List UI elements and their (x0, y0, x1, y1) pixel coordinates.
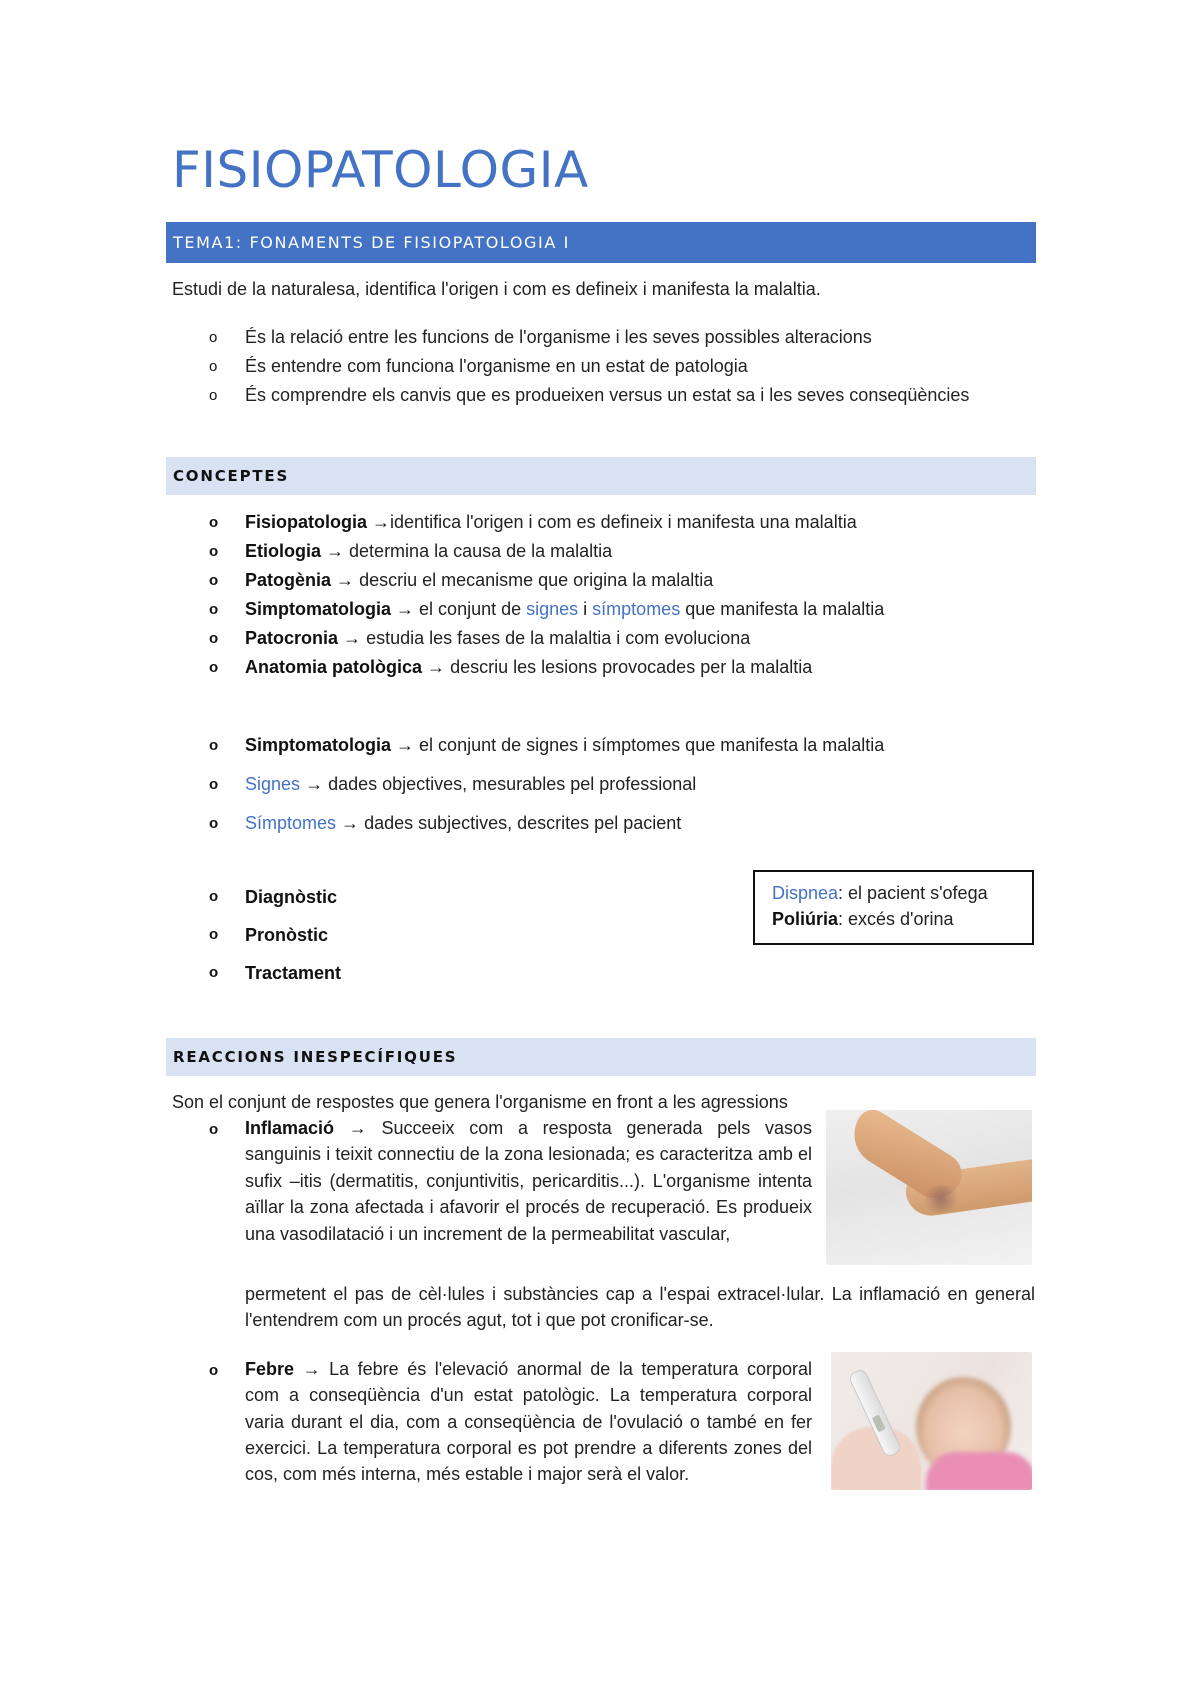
definitions-note-box (753, 870, 1034, 945)
bullet-icon: o (209, 737, 219, 754)
bullet-icon: o (209, 329, 218, 346)
reactions-intro: Son el conjunt de respostes que genera l'organisme en front a les agressions (172, 1092, 788, 1112)
arrow-right-icon: → (326, 541, 345, 561)
arrow-right-icon: → (341, 813, 360, 833)
list-item: o Anatomia patològica → descriu les lesions provocades per la malaltia (0, 653, 884, 682)
list-item: o Simptomatologia → el conjunt de signes i símptomes que manifesta la malaltia (0, 726, 884, 765)
swollen-ankle-image (826, 1110, 1032, 1265)
symptoms-list (0, 726, 884, 843)
document-page: FISIOPATOLOGIA TEMA1: FONAMENTS DE FISIOPATOLOGIA I Estudi de la naturalesa, identifica l'origen i com es defineix i manifesta la malaltia. o És la relació entre les funcions de l'organisme i les seves possibles alteracions o És entendre com funciona l'organisme en un estat de patologia o És comprendre els canvis que es produeixen versus un estat sa i les seves conseqüències CONCEPTES o Fisiopatologia →identifica l'origen i com es defineix i manifesta una malaltia o Etiologia → determina la causa de la malaltia o Patogènia → descriu el mecanisme que origina la malaltia o Simptomatologia → el conjunt de signes i símptomes que manifesta la malaltia o Patocronia → estudia les fases de la malaltia i com evoluciona o Anatomia patològica → descriu les lesions provocades per la malaltia o Simptomatologia → el conjunt de signes i símptomes que manifesta la malaltia o Signes → dades objectives, mesurables pel professional o Símptomes → dades subjectives, descrites pel pacient o Diagnòstic o Pronòstic o Tractament Dispnea: el pacient s'ofega Poliúria: excés d'orina REACCIONS INESPECÍFIQUES Son el conjunt de respostes que genera l'organisme en front a les agressions o Inflamació → Succeeix com a resposta generada pels vasos sanguinis i teixit connectiu de la zona lesionada; es caracteritza amb el sufix –itis (dermatitis, conjuntivitis, pericarditis...). L'organisme intenta aïllar la zona afectada i afavorir el procés de recuperació. Es produeix una vasodilatació i un increment de la permeabilitat vascular, permetent el pas de cèl·lules i substàncies cap a l'espai extracel·lular. La inflamació en general l'entendrem com un procés agut, tot i que pot cronificar-se. o Febre → La febre és l'elevació anormal de la temperatura corporal com a conseqüència d'un estat patològic. La temperatura corporal varia durant el dia, com a conseqüència de l'ovulació o també en fer exercici. La temperatura corporal es pot prendre a diferents zones del cos, com més interna, més estable i major serà el valor. (0, 0, 1200, 1698)
note-line-poliuria: Poliúria: excés d'orina (772, 909, 954, 929)
bullet-icon: o (209, 358, 218, 375)
list-item: o Patocronia → estudia les fases de la malaltia i com evoluciona (0, 624, 884, 653)
intro-list (0, 323, 1030, 409)
bullet-icon: o (209, 815, 219, 832)
arrow-right-icon: → (348, 1118, 367, 1138)
arrow-right-icon: → (396, 599, 415, 619)
bullet-icon: o (209, 543, 219, 560)
arrow-right-icon: → (427, 657, 446, 677)
page-title: FISIOPATOLOGIA (172, 141, 589, 199)
section-heading-concepts: CONCEPTES (166, 457, 1036, 495)
arrow-right-icon: → (343, 628, 362, 648)
bullet-icon: o (209, 601, 219, 618)
theme-heading-bar: TEMA1: FONAMENTS DE FISIOPATOLOGIA I (166, 222, 1036, 263)
list-item: o Etiologia → determina la causa de la malaltia (0, 537, 884, 566)
list-item: o Signes → dades objectives, mesurables pel professional (0, 765, 884, 804)
bullet-icon: o (209, 630, 219, 647)
concepts-list (0, 508, 884, 682)
bullet-icon: o (209, 1362, 219, 1379)
list-item: o És entendre com funciona l'organisme en un estat de patologia (0, 352, 1030, 381)
arrow-right-icon: → (305, 774, 324, 794)
list-item: o Símptomes → dades subjectives, descrites pel pacient (0, 804, 884, 843)
bullet-icon: o (209, 514, 219, 531)
list-item: o Pronòstic (0, 916, 341, 954)
bullet-icon: o (209, 964, 219, 981)
list-item: o Simptomatologia → el conjunt de signes i símptomes que manifesta la malaltia (0, 595, 884, 624)
list-item: o És comprendre els canvis que es produeixen versus un estat sa i les seves conseqüències (0, 381, 1030, 409)
list-item: o Fisiopatologia →identifica l'origen i com es defineix i manifesta una malaltia (0, 508, 884, 537)
list-item: o Diagnòstic (0, 878, 341, 916)
child-thermometer-image (831, 1352, 1032, 1490)
bullet-icon: o (209, 888, 219, 905)
arrow-right-icon: → (336, 570, 355, 590)
section-heading-reactions: REACCIONS INESPECÍFIQUES (166, 1038, 1036, 1076)
arrow-right-icon: → (302, 1359, 321, 1379)
note-line-dispnea: Dispnea: el pacient s'ofega (772, 883, 988, 903)
list-item: o És la relació entre les funcions de l'organisme i les seves possibles alteracions (0, 323, 1030, 352)
clinical-steps-list (0, 878, 341, 992)
bullet-icon: o (209, 1121, 219, 1138)
list-item: o Patogènia → descriu el mecanisme que origina la malaltia (0, 566, 884, 595)
term-simptomes: símptomes (592, 599, 681, 619)
term-signes: signes (526, 599, 579, 619)
intro-paragraph: Estudi de la naturalesa, identifica l'origen i com es defineix i manifesta la malaltia. (172, 279, 821, 299)
bullet-icon: o (209, 387, 218, 404)
list-item: o Tractament (0, 954, 341, 992)
bullet-icon: o (209, 926, 219, 943)
bullet-icon: o (209, 659, 219, 676)
arrow-right-icon: → (396, 735, 415, 755)
bullet-icon: o (209, 572, 219, 589)
arrow-right-icon: → (372, 512, 391, 532)
bullet-icon: o (209, 776, 219, 793)
